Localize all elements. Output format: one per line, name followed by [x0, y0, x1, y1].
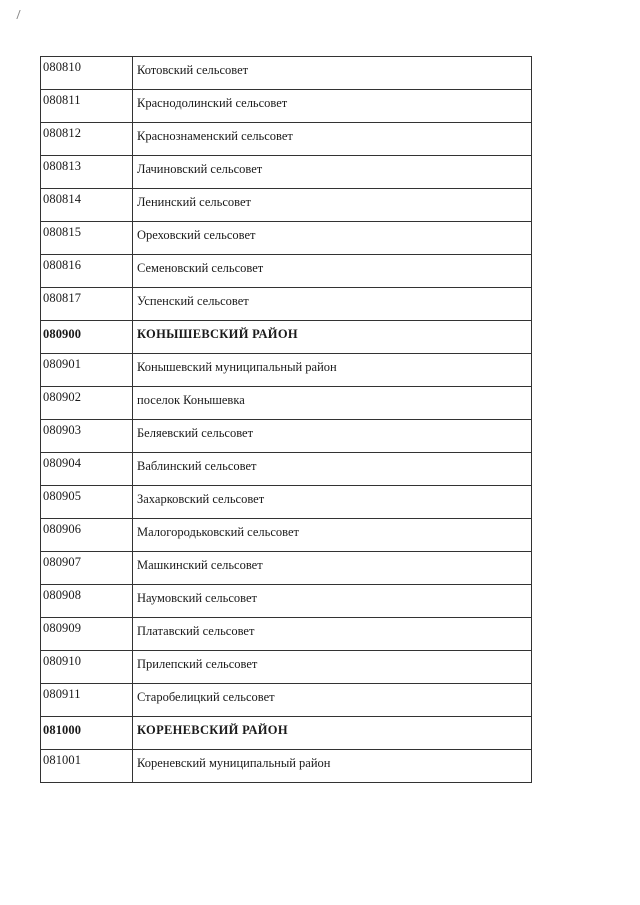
territory-name-cell: Котовский сельсовет: [133, 57, 532, 90]
territory-name-cell: Машкинский сельсовет: [133, 552, 532, 585]
territory-code-cell: 080814: [41, 189, 133, 222]
table-row: [41, 156, 532, 189]
table-row: [41, 618, 532, 651]
table-row: [41, 123, 532, 156]
table-body: [41, 57, 532, 783]
table-row: [41, 387, 532, 420]
territory-code-cell: 080811: [41, 90, 133, 123]
territory-name-cell: Кореневский муниципальный район: [133, 750, 532, 783]
territory-name-cell: Ленинский сельсовет: [133, 189, 532, 222]
territory-name-cell: Старобелицкий сельсовет: [133, 684, 532, 717]
table-row: [41, 750, 532, 783]
territory-name-cell: поселок Конышевка: [133, 387, 532, 420]
territory-code-cell: 080815: [41, 222, 133, 255]
territory-name-cell: Ваблинский сельсовет: [133, 453, 532, 486]
territory-name-cell: Семеновский сельсовет: [133, 255, 532, 288]
territory-name-cell: Ореховский сельсовет: [133, 222, 532, 255]
territory-code-cell: 080901: [41, 354, 133, 387]
table-row: [41, 453, 532, 486]
territory-code-cell: 080813: [41, 156, 133, 189]
table-row: [41, 420, 532, 453]
territory-name-cell: Лачиновский сельсовет: [133, 156, 532, 189]
territory-name-cell: Захарковский сельсовет: [133, 486, 532, 519]
table-row: [41, 255, 532, 288]
territory-code-cell: 081001: [41, 750, 133, 783]
territory-name-cell: Наумовский сельсовет: [133, 585, 532, 618]
table-row: [41, 684, 532, 717]
territory-name-cell: Краснодолинский сельсовет: [133, 90, 532, 123]
district-header-row: [41, 717, 532, 750]
table-row: [41, 57, 532, 90]
territory-name-cell: Прилепский сельсовет: [133, 651, 532, 684]
table-row: [41, 519, 532, 552]
territory-code-cell: 080812: [41, 123, 133, 156]
table-row: [41, 222, 532, 255]
table-row: [41, 552, 532, 585]
district-header-row: [41, 321, 532, 354]
table-row: [41, 651, 532, 684]
territory-code-cell: 081000: [41, 717, 133, 750]
table-row: [41, 288, 532, 321]
territory-code-cell: 080902: [41, 387, 133, 420]
territory-code-cell: 080900: [41, 321, 133, 354]
territory-code-cell: 080817: [41, 288, 133, 321]
territory-code-table: [40, 56, 532, 783]
territory-name-cell: Конышевский муниципальный район: [133, 354, 532, 387]
territory-code-cell: 080907: [41, 552, 133, 585]
table-row: [41, 189, 532, 222]
territory-name-cell: Краснознаменский сельсовет: [133, 123, 532, 156]
territory-code-cell: 080908: [41, 585, 133, 618]
territory-code-cell: 080905: [41, 486, 133, 519]
territory-code-cell: 080810: [41, 57, 133, 90]
territory-name-cell: Успенский сельсовет: [133, 288, 532, 321]
table-row: [41, 354, 532, 387]
territory-name-cell: Платавский сельсовет: [133, 618, 532, 651]
territory-name-cell: КОРЕНЕВСКИЙ РАЙОН: [133, 717, 532, 750]
territory-code-cell: 080906: [41, 519, 133, 552]
table-row: [41, 585, 532, 618]
territory-code-cell: 080909: [41, 618, 133, 651]
territory-code-cell: 080911: [41, 684, 133, 717]
territory-code-cell: 080903: [41, 420, 133, 453]
territory-code-cell: 080816: [41, 255, 133, 288]
territory-name-cell: Беляевский сельсовет: [133, 420, 532, 453]
territory-code-cell: 080910: [41, 651, 133, 684]
table-row: [41, 486, 532, 519]
scan-mark: [16, 10, 23, 19]
territory-code-cell: 080904: [41, 453, 133, 486]
table-row: [41, 90, 532, 123]
territory-name-cell: Малогородьковский сельсовет: [133, 519, 532, 552]
territory-name-cell: КОНЫШЕВСКИЙ РАЙОН: [133, 321, 532, 354]
